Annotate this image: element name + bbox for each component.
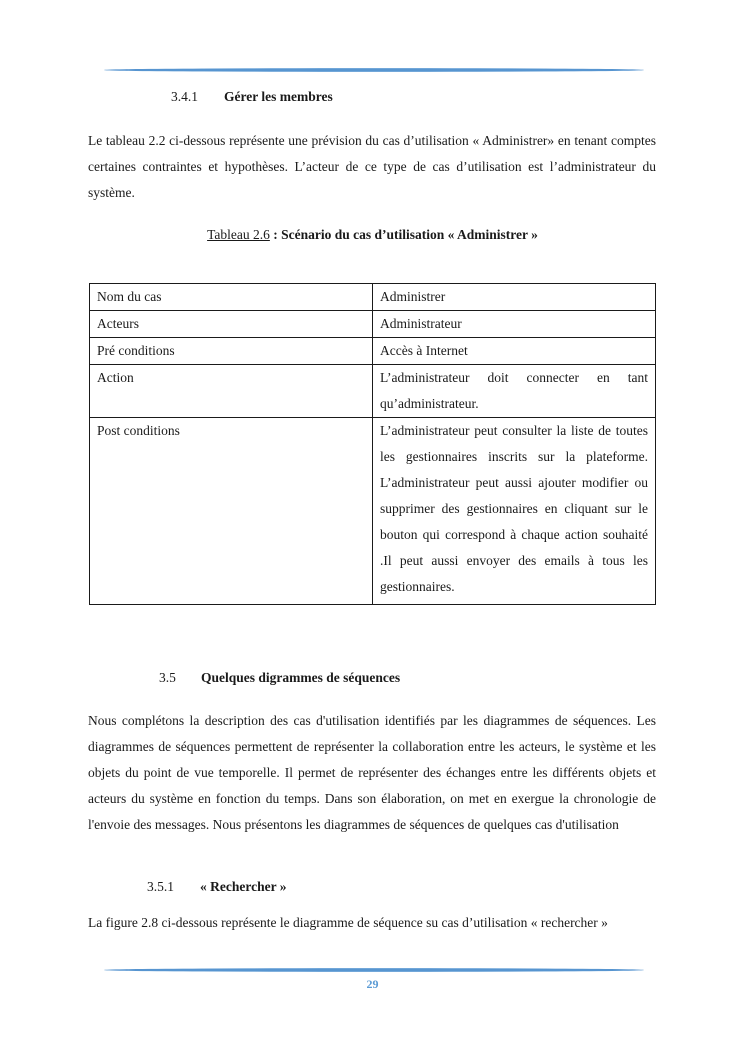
row-value: Administrateur <box>373 311 656 338</box>
table-caption-ref: Tableau 2.6 <box>207 227 270 242</box>
row-label: Pré conditions <box>90 338 373 365</box>
sequence-paragraph: Nous complétons la description des cas d'utilisation identifiés par les diagrammes de séquences. Les diagrammes de séquences permettent de représenter la collaboration entre les acteurs, le système et les objets du point de vue temporelle. Il permet de représenter des échanges entre les différents objets et acteurs du système en fonction du temps. Dans son élaboration, on met en exergue la chronologie de l'envoie des messages. Nous présentons les diagrammes de séquences de quelques cas d'utilisation <box>88 713 656 832</box>
row-value: Administrer <box>373 284 656 311</box>
footer-rule <box>104 968 644 972</box>
figure-paragraph: La figure 2.8 ci-dessous représente le diagramme de séquence su cas d’utilisation « rechercher » <box>88 915 608 930</box>
intro-paragraph: Le tableau 2.2 ci-dessous représente une prévision du cas d’utilisation « Administrer» en tenant comptes certaines contraintes et hypothèses. L’acteur de ce type de cas d’utilisation est l’administrateur du système. <box>88 133 656 200</box>
row-label: Action <box>90 365 373 418</box>
section-heading-3-5 <box>159 670 400 686</box>
section-number: 3.5 <box>159 670 176 685</box>
table-caption-text: : Scénario du cas d’utilisation « Administrer » <box>269 227 538 242</box>
section-heading-3-5-1 <box>147 879 286 895</box>
table-row <box>90 311 656 338</box>
section-title: Gérer les membres <box>224 89 333 104</box>
row-label: Acteurs <box>90 311 373 338</box>
page-number: 29 <box>366 977 379 991</box>
row-value: L’administrateur doit connecter en tant qu’administrateur. <box>373 365 656 418</box>
table-row <box>90 338 656 365</box>
section-title: « Rechercher » <box>200 879 287 894</box>
scenario-table <box>89 283 656 605</box>
section-title: Quelques digrammes de séquences <box>201 670 401 685</box>
section-number: 3.4.1 <box>171 89 198 104</box>
section-heading-3-4-1 <box>171 89 333 105</box>
row-label: Nom du cas <box>90 284 373 311</box>
table-caption <box>0 227 745 243</box>
section-number: 3.5.1 <box>147 879 174 894</box>
row-value: L’administrateur peut consulter la liste de toutes les gestionnaires inscrits sur la plateforme. L’administrateur peut aussi ajouter modifier ou supprimer des gestionnaires en cliquant sur le bouton qui correspond à chaque action souhaité .Il peut aussi envoyer des emails à tous les gestionnaires. <box>373 418 656 605</box>
header-rule <box>104 68 644 72</box>
row-value: Accès à Internet <box>373 338 656 365</box>
row-label: Post conditions <box>90 418 373 605</box>
table-row <box>90 284 656 311</box>
table-row <box>90 418 656 605</box>
table-row <box>90 365 656 418</box>
